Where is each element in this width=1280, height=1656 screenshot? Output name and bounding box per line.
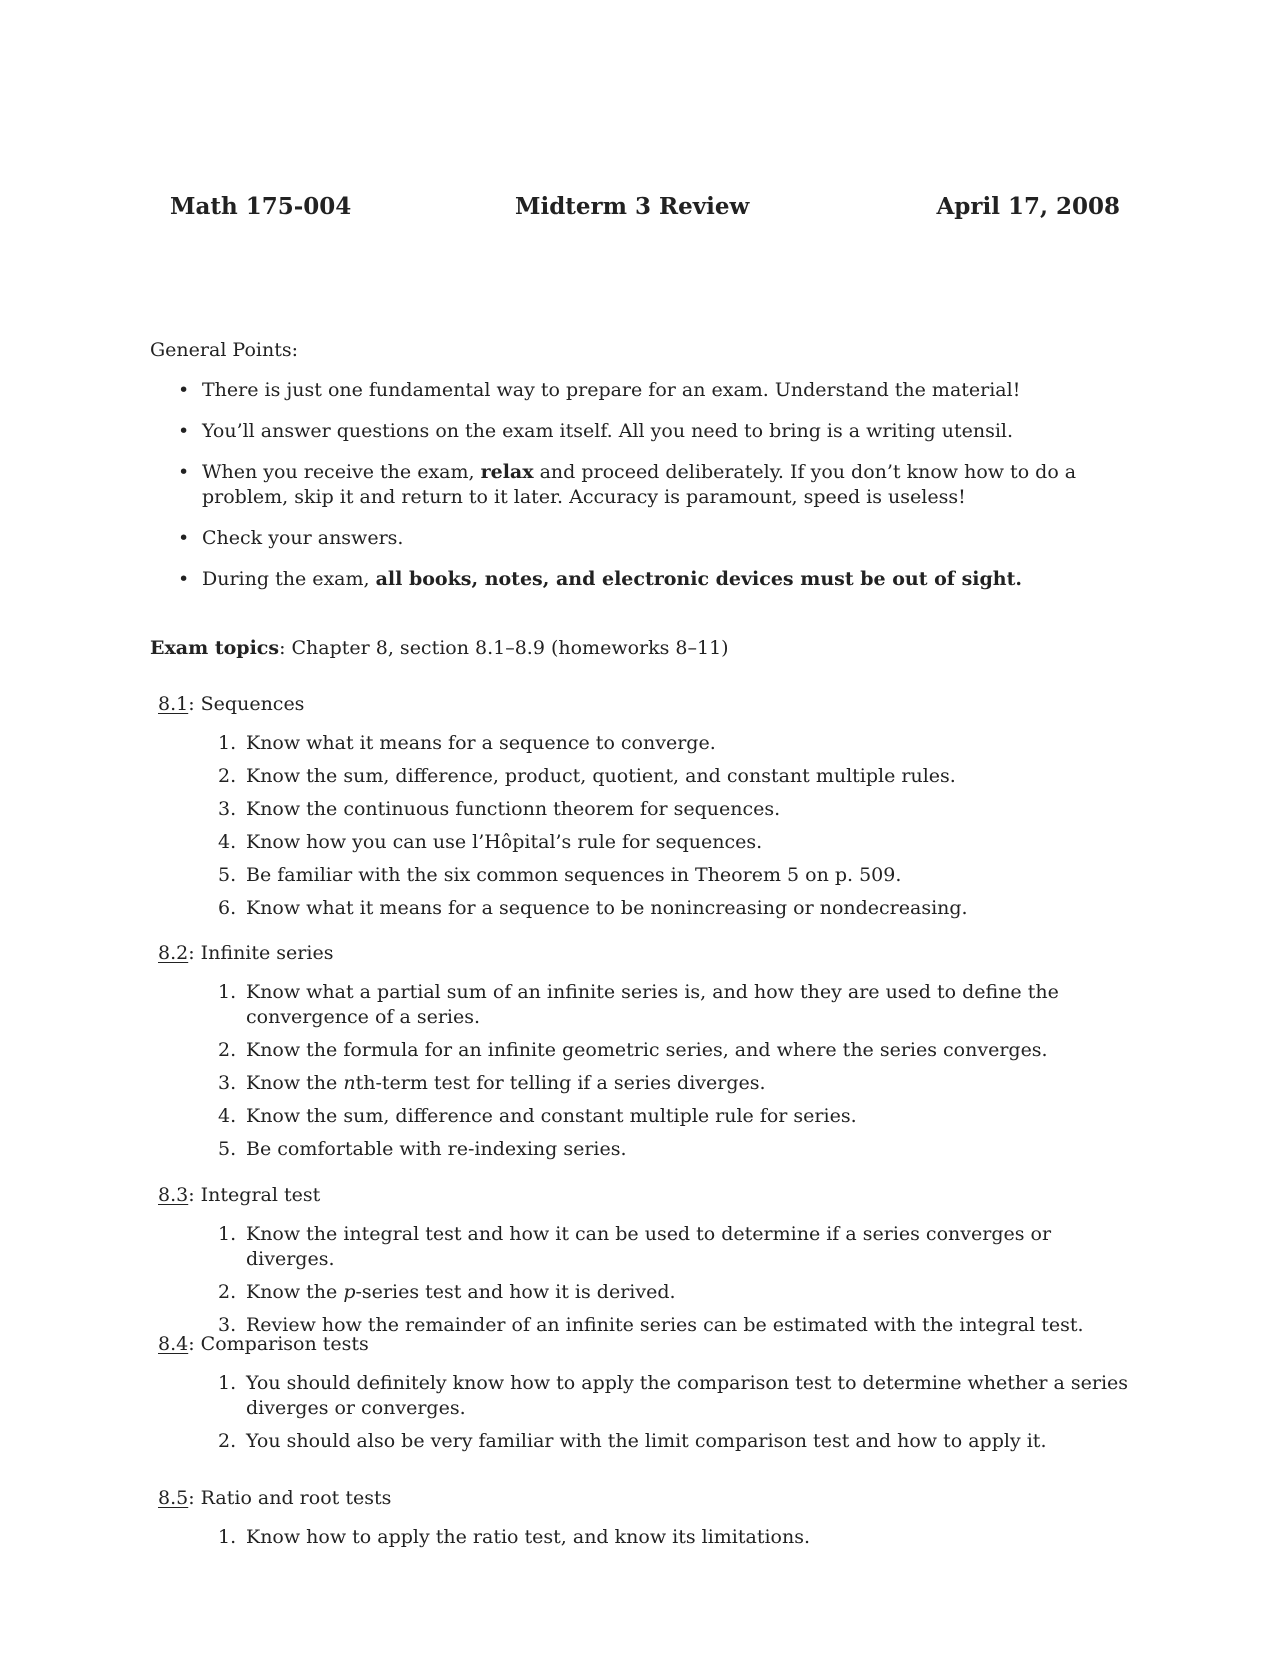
bullet-bold-text: all books, notes, and electronic devices must be out of sight. <box>375 568 1022 590</box>
bullet-icon: • <box>178 379 190 401</box>
list-item <box>218 1137 1143 1162</box>
section-number: 8.5 <box>158 1487 189 1509</box>
item-text: Know the sum, difference and constant multiple rule for series. <box>246 1105 857 1127</box>
list-item <box>218 1104 1143 1129</box>
item-number: 2. <box>218 1281 237 1303</box>
list-item <box>178 526 1143 551</box>
item-number: 2. <box>218 1039 237 1061</box>
section-number: 8.3 <box>158 1184 189 1206</box>
item-number: 5. <box>218 1138 237 1160</box>
list-item <box>218 1371 1143 1421</box>
section-title: : Ratio and root tests <box>188 1487 392 1509</box>
section-heading <box>158 1486 1143 1511</box>
exam-topics <box>150 636 729 661</box>
section-8-2 <box>158 941 1143 1170</box>
bullet-icon: • <box>178 461 190 483</box>
item-text: Know the continuous functionn theorem for sequences. <box>246 798 781 820</box>
item-text: Know what it means for a sequence to converge. <box>246 732 716 754</box>
math-variable: n <box>343 1072 356 1094</box>
item-number: 2. <box>218 1430 237 1452</box>
list-item <box>218 797 1143 822</box>
section-8-3 <box>158 1183 1143 1346</box>
bullet-icon: • <box>178 420 190 442</box>
exam-topics-text: : Chapter 8, section 8.1–8.9 (homeworks 8–11) <box>279 637 729 659</box>
item-text: You should definitely know how to apply the comparison test to determine whether a series diverges or converges. <box>246 1372 1129 1419</box>
item-text: You should also be very familiar with the limit comparison test and how to apply it. <box>246 1430 1047 1452</box>
item-text-tail: -series test and how it is derived. <box>355 1281 676 1303</box>
list-item <box>178 378 1143 403</box>
section-number: 8.2 <box>158 942 189 964</box>
list-item <box>178 419 1143 444</box>
list-item <box>218 863 1143 888</box>
section-8-4 <box>158 1332 1143 1462</box>
list-item <box>218 896 1143 921</box>
list-item <box>178 460 1143 510</box>
item-text-tail: th-term test for telling if a series diverges. <box>355 1072 766 1094</box>
item-text: Be familiar with the six common sequences in Theorem 5 on p. 509. <box>246 864 902 886</box>
general-points-heading: General Points: <box>150 339 298 361</box>
list-item <box>218 830 1143 855</box>
section-8-1 <box>158 692 1143 929</box>
bullet-text: There is just one fundamental way to prepare for an exam. Understand the material! <box>202 379 1021 401</box>
item-text: Review how the remainder of an infinite series can be estimated with the integral test. <box>246 1314 1084 1336</box>
document-title: Midterm 3 Review <box>515 193 750 220</box>
item-number: 4. <box>218 1105 237 1127</box>
section-title: : Comparison tests <box>188 1333 369 1355</box>
math-variable: p <box>343 1281 356 1303</box>
bullet-text: You’ll answer questions on the exam itself. All you need to bring is a writing utensil. <box>202 420 1014 442</box>
list-item <box>218 1071 1143 1096</box>
list-item <box>218 1038 1143 1063</box>
item-number: 5. <box>218 864 237 886</box>
list-item <box>218 1525 1143 1550</box>
section-items <box>158 1222 1143 1338</box>
item-text: Know the formula for an infinite geometric series, and where the series converges. <box>246 1039 1048 1061</box>
item-number: 6. <box>218 897 237 919</box>
item-text: Know what it means for a sequence to be nonincreasing or nondecreasing. <box>246 897 968 919</box>
section-title: : Integral test <box>188 1184 321 1206</box>
list-item <box>178 567 1143 592</box>
bullet-bold-text: relax <box>480 461 534 483</box>
general-points-list <box>178 378 1143 608</box>
section-items <box>158 1525 1143 1550</box>
item-number: 3. <box>218 798 237 820</box>
bullet-icon: • <box>178 568 190 590</box>
section-number: 8.4 <box>158 1333 189 1355</box>
section-title: : Sequences <box>188 693 305 715</box>
item-number: 3. <box>218 1072 237 1094</box>
section-number: 8.1 <box>158 693 189 715</box>
page-header <box>170 194 1120 226</box>
list-item <box>218 731 1143 756</box>
section-heading <box>158 692 1143 717</box>
list-item <box>218 764 1143 789</box>
section-items <box>158 1371 1143 1454</box>
bullet-icon: • <box>178 527 190 549</box>
list-item <box>218 1280 1143 1305</box>
exam-topics-label: Exam topics <box>150 637 280 659</box>
list-item <box>218 980 1143 1030</box>
item-text: Be comfortable with re-indexing series. <box>246 1138 627 1160</box>
bullet-text-tail: and proceed deliberately. If you don’t know how to do a problem, skip it and return to it later. Accuracy is paramount, speed is useless! <box>202 461 1077 508</box>
item-number: 2. <box>218 765 237 787</box>
document-date: April 17, 2008 <box>936 193 1120 220</box>
section-heading <box>158 1332 1143 1357</box>
item-number: 1. <box>218 1372 237 1394</box>
section-heading <box>158 1183 1143 1208</box>
item-text: Know the integral test and how it can be used to determine if a series converges or diverges. <box>246 1223 1052 1270</box>
section-title: : Infinite series <box>188 942 334 964</box>
section-8-5 <box>158 1486 1143 1558</box>
item-text: Know the <box>246 1281 344 1303</box>
bullet-text: During the exam, <box>202 568 376 590</box>
item-number: 1. <box>218 1223 237 1245</box>
section-items <box>158 980 1143 1162</box>
item-number: 1. <box>218 1526 237 1548</box>
item-text: Know what a partial sum of an infinite series is, and how they are used to define the convergence of a series. <box>246 981 1059 1028</box>
item-text: Know how you can use l’Hôpital’s rule for sequences. <box>246 831 763 853</box>
item-number: 3. <box>218 1314 237 1336</box>
section-items <box>158 731 1143 921</box>
list-item <box>218 1222 1143 1272</box>
item-number: 1. <box>218 981 237 1003</box>
bullet-text: Check your answers. <box>202 527 404 549</box>
item-number: 4. <box>218 831 237 853</box>
item-number: 1. <box>218 732 237 754</box>
bullet-text: When you receive the exam, <box>202 461 481 483</box>
item-text: Know how to apply the ratio test, and know its limitations. <box>246 1526 811 1548</box>
section-heading <box>158 941 1143 966</box>
item-text: Know the sum, difference, product, quotient, and constant multiple rules. <box>246 765 956 787</box>
item-text: Know the <box>246 1072 344 1094</box>
course-number: Math 175-004 <box>170 193 352 220</box>
list-item <box>218 1429 1143 1454</box>
